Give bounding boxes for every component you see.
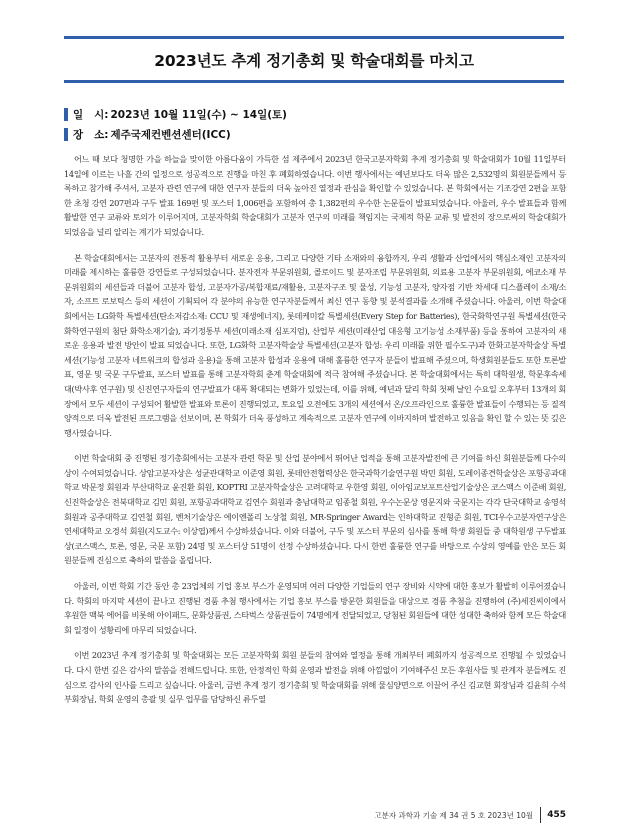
meta-date-label: 일 시: (73, 108, 109, 121)
page-number: 455 (547, 810, 566, 820)
paragraph: 이번 학술대회 중 진행된 정기총회에서는 고분자 관련 학문 및 산업 분야에서 뛰어난 업적을 통해 고분자발전에 큰 기여를 하신 회원분들께 다수의 상이 수여되었습니다. 상암고분자상은 성균관대학교 이준영 회원, 롯데안전협력상은 한국과학기술연구원 박민 회원, 도레이종견학술상은 포항공과대학교 박문정 회원과 부산대학교 윤진환 회원, KOPTRI 고분자학술상은 고려대학교 우한영 회원, 이아임교보포트산업기술상은 코스맥스 이준배 회원, 신진학술상은 전북대학교 김민 회원, 포항공과대학교 김연수 회원과 충남대학교 임종철 회원, 우수논문상 영문지와 국문지는 각각 단국대학교 송영석 회원과 공주대학교 김연철 회원, 벤처기술상은 에이엔폴리 노상철 회원, MR-Springer Award는 인하대학교 진형준 회원, TCI우수고분자연구상은 연세대학교 오경석 회원(지도교수: 이상엽)께서 수상하셨습니다. 이와 더불어, 구두 및 포스터 부문의 심사를 통해 학생 회원들 중 대학원생 구두발표상(코스맥스, 토론, 영문, 국문 포함) 24명 및 포스터상 51명이 선정 수상하셨습니다. 다시 한번 훌륭한 연구를 바탕으로 수상의 영예를 안은 모든 회원분들께 진심으로 축하의 말씀을 올립니다. (64, 453, 566, 566)
article-body (64, 152, 566, 718)
title-bottom-rule (64, 80, 564, 83)
page-footer (370, 807, 566, 823)
meta-place-value: 제주국제컨벤션센터(ICC) (110, 128, 231, 141)
paragraph: 어느 때 보다 청명한 가을 하늘을 맞이한 아름다움이 가득한 섬 제주에서 2023년 한국고분자학회 추계 정기총회 및 학술대회가 10월 11일부터 14일에 이르는 나흘 간의 일정으로 성공적으로 진행을 마친 후 폐회하였습니다. 이번 행사에서는 예년보다도 더욱 많은 2,532명의 회원분들께서 등록하고 참가해 주셔서, 고분자 관련 연구에 대한 연구자 분들의 더욱 높아진 열정과 관심을 확인할 수 있었습니다. 본 학회에서는 기조강연 2편을 포함한 초청 강연 207편과 구두 발표 169편 및 포스터 1,006편을 포함하여 총 1,382편의 우수한 논문들이 발표되었습니다. 아울러, 우수 발표들과 함께 활발한 연구 교류와 토의가 이루어지며, 고분자학회 학술대회가 고분자 연구의 미래를 책임지는 국제적 학문 교류 및 발전의 장으로써의 학술대회가 되었음을 널리 알리는 계기가 되었습니다. (64, 154, 567, 237)
meta-place-label: 장 소: (73, 128, 109, 141)
title-block (64, 36, 564, 83)
footer-journal-info: 고분자 과학과 기술 제 34 권 5 호 2023년 10월 (374, 810, 534, 820)
event-meta (64, 104, 564, 144)
meta-date-row (64, 104, 564, 124)
meta-date-value: 2023년 10월 11일(수) ~ 14일(토) (110, 108, 287, 121)
footer-separator (540, 807, 541, 823)
paragraph: 아울러, 이번 학회 기간 동안 총 23업체의 기업 홍보 부스가 운영되며 여러 다양한 기업들의 연구 장비와 시약에 대한 홍보가 활발히 이루어졌습니다. 학회의 마지막 세션이 끝나고 진행된 경품 추첨 행사에서는 기업 홍보 부스를 방문한 회원들을 대상으로 경품 추첨을 진행하여 (주)세진씨이에서 후원한 맥북 에어를 비롯해 아이패드, 문화상품권, 스타벅스 상품권들이 74명에게 전달되었고, 당첨된 회원들에 대한 성대한 축하와 함께 모든 학술대회 일정이 성황리에 마무리 되었습니다. (64, 581, 566, 635)
meta-bullet-bar (64, 108, 68, 121)
meta-place-row (64, 124, 564, 144)
paragraph: 본 학술대회에서는 고분자의 전통적 활용부터 새로운 응용, 그리고 다양한 기타 소재와의 융합까지, 우리 생활과 산업에서의 핵심소재인 고분자의 미래를 제시하는 훌륭한 강연들로 구성되었습니다. 분자전자 부문위원회, 콜로이드 및 분자조립 부문위원회, 의료용 고분자 부문위원회, 에코소재 부문위원회의 세션들과 더불어 고분자 합성, 고분자가공/복합재료/재활용, 고분자구조 및 물성, 기능성 고분자, 양자점 기반 차세대 디스플레이 소재/소자, 소프트 로보틱스 등의 세션이 기획되어 각 분야의 유능한 연구자분들께서 최신 연구 동향 및 분석결과를 소개해 주셨습니다. 아울러, 이번 학술대회에서는 LG화학 특별세션(탄소저감소재: CCU 및 재생에너지), 롯데케미칼 특별세션(Every Step for Batteries), 한국화학연구원 특별세션(한국화학연구원의 첨단 화학소재기술), 과기정통부 세션(미래소재 심포지엄), 산업부 세션(미래산업 대응형 고기능성 소재부품) 등을 통하여 고분자의 새로운 응용과 발전 방안이 발표 되었습니다. 또한, LG화학 고분자학술상 특별세션(고분자 합성: 우리 미래를 위한 필수도구)과 한화고분자학술상 특별세션(기능성 고분자 네트워크의 합성과 응용)을 통해 고분자 합성과 응용에 대해 훌륭한 연구자 분들이 발표해 주셨으며, 학생회원분들도 또한 토론발표, 영문 및 국문 구두발표, 포스터 발표를 통해 고분자학회 춘계 학술대회에 적극 참여해 주셨습니다. 본 학술대회에서는 특히 대학원생, 학문후속세대(박사후 연구원) 및 신진연구자들의 연구발표가 대폭 확대되는 변화가 있었는데, 이를 위해, 예년과 달리 학회 첫째 날인 수요일 오후부터 13개의 회장에서 모두 세션이 구성되어 활발한 발표와 토론이 진행되었고, 토요일 오전에도 3개의 세션에서 온/오프라인으로 훌륭한 발표들이 수행되는 등 질적 양적으로 더욱 발전된 프로그램을 선보이며, 본 학회가 더욱 풍성하고 계속적으로 고분자 연구에 이바지하며 발전하고 있음을 확인 할 수 있는 뜻 깊은 행사였습니다. (64, 252, 566, 438)
page-title: 2023년도 추계 정기총회 및 학술대회를 마치고 (154, 52, 474, 70)
paragraph: 이번 2023년 추계 정기총회 및 학술대회는 모든 고분자학회 회원 분들의 참여와 열정을 통해 개최부터 폐회까지 성공적으로 진행될 수 있었습니다. 다시 한번 깊은 감사의 말씀을 전해드립니다. 또한, 안정적인 학회 운영과 발전을 위해 아낌없이 기여해주신 모든 후원사들 및 관계자 분들께도 진심으로 감사의 인사를 드리고 싶습니다. 아울러, 금번 추계 정기 정기총회 및 학술대회를 위해 물심양면으로 이끌어 주신 김교현 회장님과 김윤희 수석부회장님, 학회 운영의 총괄 및 실무 업무를 담당하신 류두열 (64, 650, 566, 705)
meta-bullet-bar (64, 128, 68, 141)
